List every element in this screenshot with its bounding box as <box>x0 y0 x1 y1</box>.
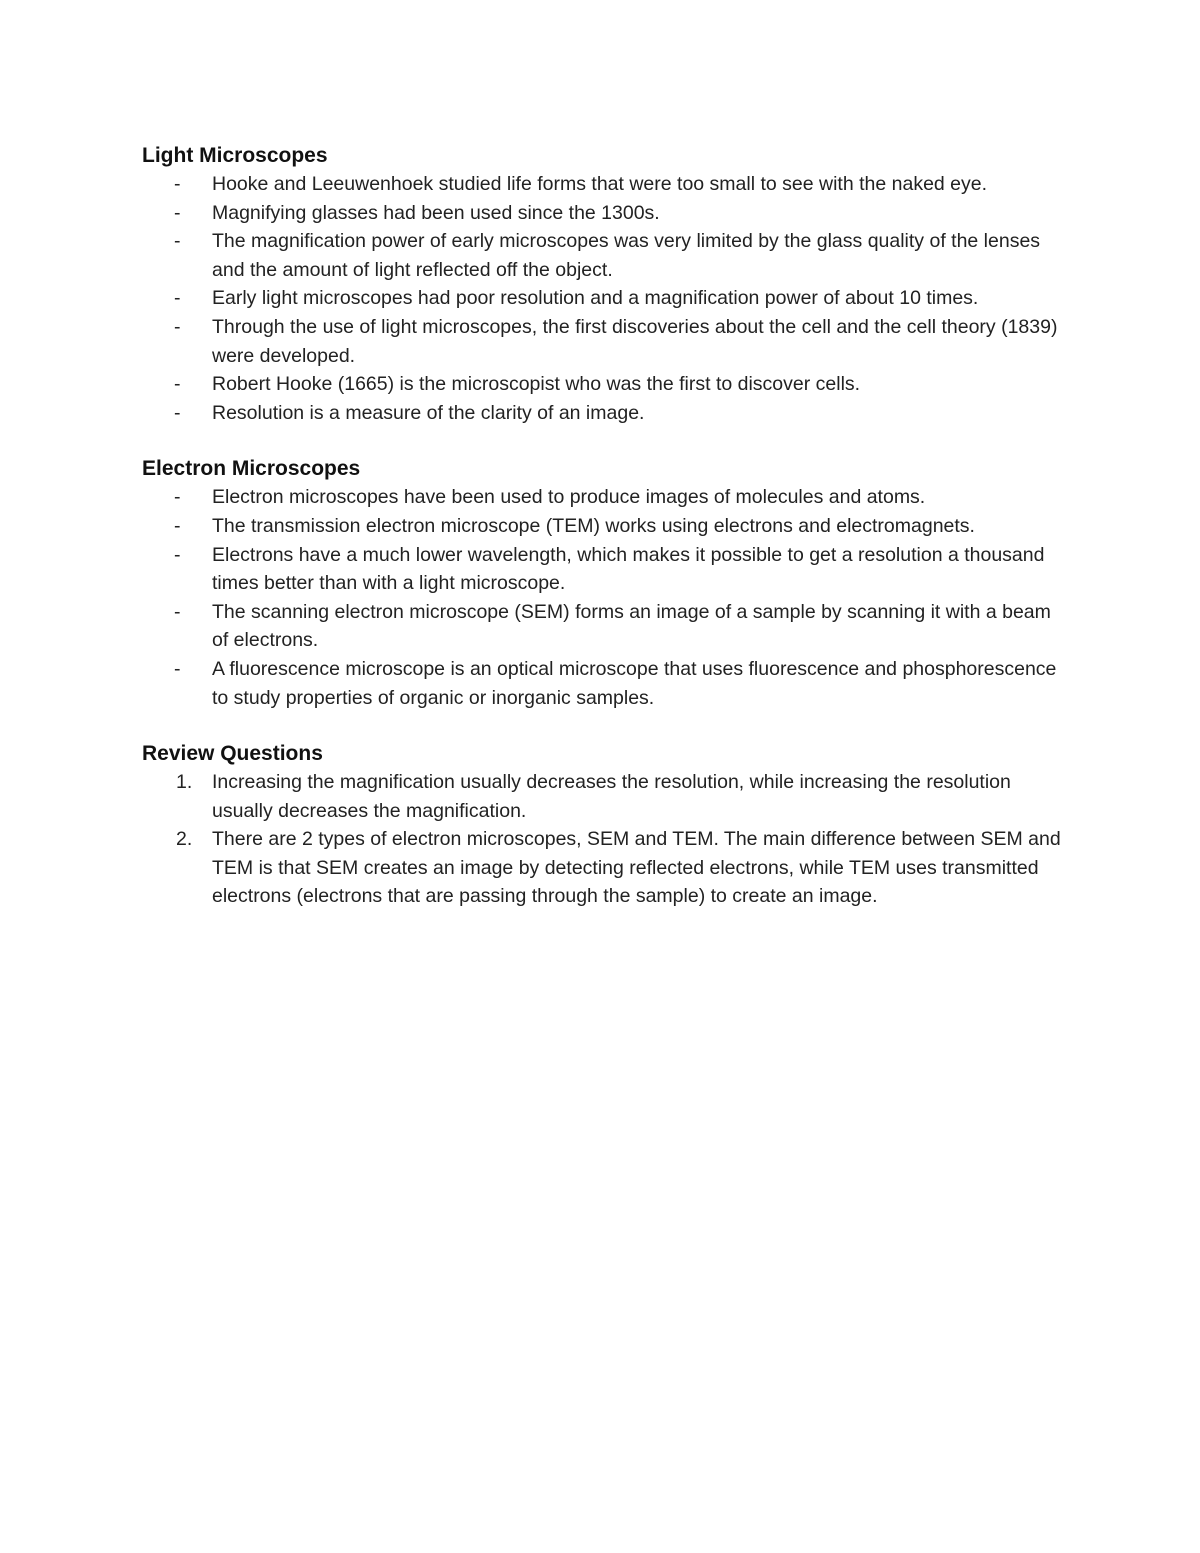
list-item <box>142 825 1072 911</box>
list-item <box>142 227 1072 284</box>
list-item <box>142 541 1072 598</box>
bullet-list <box>142 483 1072 712</box>
list-item-text: Robert Hooke (1665) is the microscopist who was the first to discover cells. <box>212 373 861 396</box>
list-item <box>142 598 1072 655</box>
section-light-microscopes <box>142 142 1072 427</box>
list-item <box>142 655 1072 712</box>
list-item-text: Electrons have a much lower wavelength, which makes it possible to get a resolution a thousand times better than with a light microscope. <box>212 543 1045 595</box>
list-item <box>142 284 1072 313</box>
list-item-text: Resolution is a measure of the clarity of an image. <box>212 401 645 424</box>
list-item <box>142 768 1072 825</box>
list-item <box>142 370 1072 399</box>
section-heading: Electron Microscopes <box>142 457 361 481</box>
list-marker: - <box>174 173 181 195</box>
list-marker: - <box>174 230 181 253</box>
bullet-list <box>142 170 1072 427</box>
list-item-text: The transmission electron microscope (TEM) works using electrons and electromagnets. <box>212 514 975 537</box>
list-marker: - <box>174 657 181 680</box>
list-item <box>142 483 1072 512</box>
list-item <box>142 399 1072 428</box>
list-item <box>142 512 1072 541</box>
list-item-text: Increasing the magnification usually decreases the resolution, while increasing the resolution usually decreases the magnification. <box>212 771 1011 822</box>
section-heading: Review Questions <box>142 742 323 766</box>
list-marker: - <box>174 373 181 396</box>
list-item-text: Magnifying glasses had been used since the 1300s. <box>212 201 660 224</box>
list-item-text: The scanning electron microscope (SEM) forms an image of a sample by scanning it with a beam of electrons. <box>212 600 1051 652</box>
list-marker: - <box>174 401 181 424</box>
list-item-text: Hooke and Leeuwenhoek studied life forms that were too small to see with the naked eye. <box>212 173 988 195</box>
section-review-questions <box>142 740 1072 911</box>
list-number: 2. <box>176 828 193 851</box>
list-item-text: A fluorescence microscope is an optical microscope that uses fluorescence and phosphorescence to study properties of organic or inorganic samples. <box>212 657 1057 709</box>
list-marker: - <box>174 315 181 338</box>
list-marker: - <box>174 486 181 509</box>
list-marker: - <box>174 201 181 224</box>
list-marker: - <box>174 287 181 310</box>
list-marker: - <box>174 600 181 623</box>
list-item <box>142 170 1072 199</box>
list-item-text: The magnification power of early microscopes was very limited by the glass quality of the lenses and the amount of light reflected off the object. <box>212 230 1041 281</box>
list-item-text: Electron microscopes have been used to produce images of molecules and atoms. <box>212 486 926 509</box>
list-number: 1. <box>176 771 193 794</box>
list-item <box>142 199 1072 228</box>
list-marker: - <box>174 543 181 566</box>
numbered-list <box>142 768 1072 911</box>
section-electron-microscopes <box>142 455 1072 712</box>
section-heading: Light Microscopes <box>142 144 328 167</box>
document-body <box>142 142 1072 911</box>
list-item-text: Through the use of light microscopes, the first discoveries about the cell and the cell theory (1839) were developed. <box>212 315 1058 367</box>
list-item-text: There are 2 types of electron microscopes, SEM and TEM. The main difference between SEM and TEM is that SEM creates an image by detecting reflected electrons, while TEM uses transmitted electrons (electrons that are passing through the sample) to create an image. <box>212 828 1061 908</box>
list-marker: - <box>174 514 181 537</box>
list-item-text: Early light microscopes had poor resolution and a magnification power of about 10 times. <box>212 287 979 310</box>
list-item <box>142 313 1072 370</box>
